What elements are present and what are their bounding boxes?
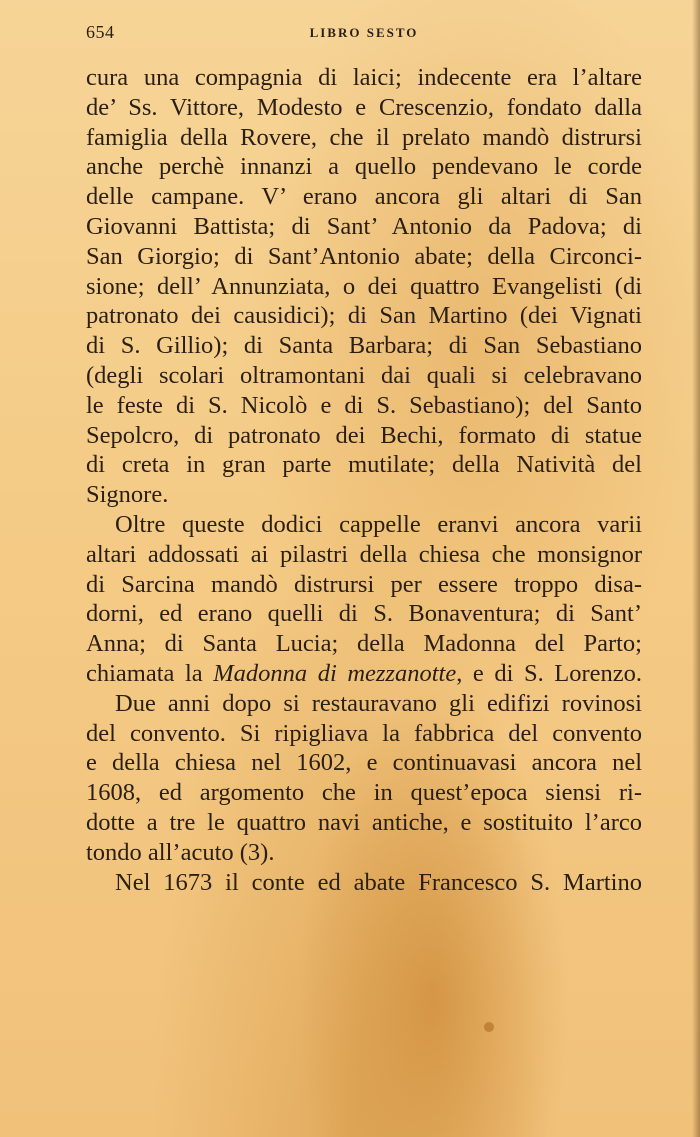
text-line: de’ Ss. Vittore, Modesto e Crescenzio, fondato dalla [86,93,642,121]
text-segment: chiamata la [86,659,214,687]
page-header [86,22,642,46]
text-line: di Sarcina mandò distrursi per essere troppo disa- [86,570,642,598]
text-line: dorni, ed erano quelli di S. Bonaventura; di Sant’ [86,600,642,628]
page-edge-shadow [692,0,700,1137]
text-segment: , e di S. Lorenzo. [456,659,642,687]
paragraph-end-line: Signore. [86,481,169,509]
text-line: del convento. Si ripigliava la fabbrica del convento [86,719,642,747]
text-line: di S. Gillio); di Santa Barbara; di San Sebastiano [86,332,642,360]
text-line: Sepolcro, di patronato dei Bechi, formato di statue [86,421,642,449]
text-line: anche perchè innanzi a quello pendevano le corde [86,153,642,181]
paragraph-end-line: tondo all’acuto (3). [86,838,275,866]
text-line: delle campane. V’ erano ancora gli altari di San [86,183,642,211]
text-line: le feste di S. Nicolò e di S. Sebastiano); del Santo [86,391,642,419]
text-line: altari addossati ai pilastri della chiesa che monsignor [86,540,642,568]
text-line: e della chiesa nel 1602, e continuavasi ancora nel [86,749,642,777]
text-line: cura una compagnia di laici; indecente era l’altare [86,64,642,91]
page-number: 654 [86,22,115,42]
italic-title: Madonna di mezzanotte [213,659,457,687]
paper-stain [484,1022,494,1032]
text-line: di creta in gran parte mutilate; della Natività del [86,451,642,479]
text-line: San Giorgio; di Sant’Antonio abate; della Circonci- [86,242,642,270]
paragraph-start-line: Due anni dopo si restauravano gli edifizi rovinosi [115,689,642,717]
paragraph-start-line: Oltre queste dodici cappelle eranvi ancora varii [115,510,642,538]
text-line: 1608, ed argomento che in quest’epoca siensi ri- [86,779,642,807]
text-line: Giovanni Battista; di Sant’ Antonio da Padova; di [86,212,642,240]
text-line: (degli scolari oltramontani dai quali si celebravano [86,361,642,389]
text-line: famiglia della Rovere, che il prelato mandò distrursi [86,123,642,151]
body-text [86,63,642,897]
running-head: LIBRO SESTO [309,25,419,40]
text-line: Anna; di Santa Lucia; della Madonna del Parto; [86,630,642,658]
text-line: sione; dell’ Annunziata, o dei quattro Evangelisti (di [86,272,642,300]
text-line: dotte a tre le quattro navi antiche, e sostituito l’arco [86,808,642,836]
paragraph-start-line: Nel 1673 il conte ed abate Francesco S. Martino [115,868,642,896]
text-line: patronato dei causidici); di San Martino (dei Vignati [86,302,642,330]
text-line-with-italic [86,659,642,689]
